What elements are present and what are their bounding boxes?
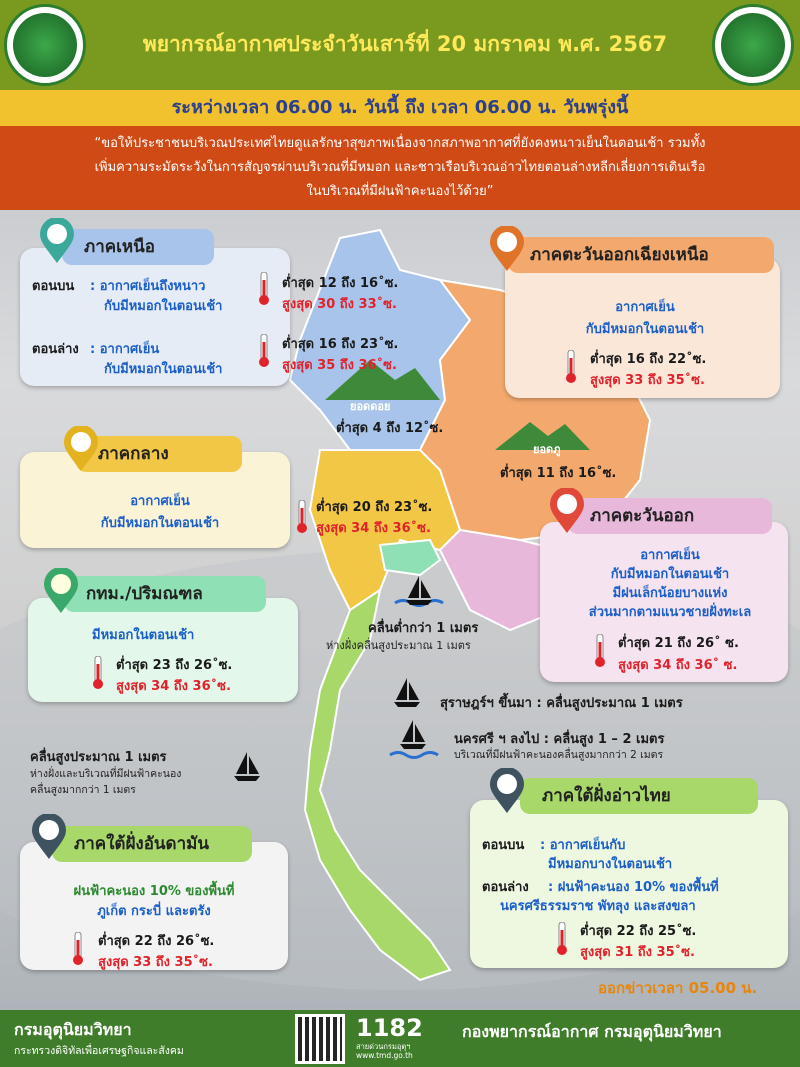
south-gulf-max: สูงสุด 31 ถึง 35˚ซ. [580, 945, 695, 960]
bangkok-max: สูงสุด 34 ถึง 36˚ซ. [116, 679, 231, 694]
footer-org: กรมอุตุนิยมวิทยา [14, 1020, 132, 1039]
qr-code-icon[interactable] [295, 1014, 345, 1064]
map-pin-icon [548, 488, 586, 534]
hotline-label: สายด่วนกรมอุตุฯ [356, 1042, 411, 1051]
south-gulf-title: ภาคใต้ฝั่งอ่าวไทย [520, 778, 758, 814]
south-andaman-max: สูงสุด 33 ถึง 35˚ซ. [98, 955, 213, 970]
hotline-website: www.tmd.go.th [356, 1051, 413, 1060]
thermometer-icon [556, 922, 568, 956]
south-gulf-upper-weather: : อากาศเย็นกับ [540, 838, 626, 853]
sailboat-icon [398, 718, 428, 752]
map-pin-icon [488, 226, 526, 272]
thermometer-icon [72, 932, 84, 966]
thermometer-icon [258, 272, 270, 306]
east-weather: อากาศเย็น [640, 548, 700, 563]
map-pin-icon [488, 768, 526, 814]
north-lower-min: ต่ำสุด 16 ถึง 23˚ซ. [282, 337, 399, 352]
south-gulf-lower-weather: : ฝนฟ้าคะนอง 10% ของพื้นที่ [548, 880, 719, 895]
wave-andaman-storm: คลื่นสูงมากกว่า 1 เมตร [30, 784, 136, 796]
map-pin-icon [38, 218, 76, 264]
east-weather: ส่วนมากตามแนวชายฝั่งทะเล [588, 605, 752, 620]
thermometer-icon [594, 634, 606, 668]
bangkok-weather: มีหมอกในตอนเช้า [92, 628, 195, 643]
northeast-peak-name: ยอดภู [533, 443, 561, 456]
south-gulf-upper-weather: มีหมอกบางในตอนเช้า [548, 857, 673, 872]
thermometer-icon [565, 350, 577, 384]
south-andaman-weather: ฝนฟ้าคะนอง 10% ของพื้นที่ [73, 884, 235, 899]
north-lower-weather: กับมีหมอกในตอนเช้า [104, 362, 223, 377]
south-andaman-min: ต่ำสุด 22 ถึง 26˚ซ. [98, 934, 215, 949]
map-pin-icon [62, 426, 100, 472]
sailboat-icon [404, 574, 434, 608]
advice-banner [0, 126, 800, 210]
map-pin-icon [30, 814, 68, 860]
north-lower-weather: : อากาศเย็น [90, 342, 160, 357]
south-gulf-provinces: นครศรีธรรมราช พัทลุง และสงขลา [500, 899, 696, 914]
northeast-weather: กับมีหมอกในตอนเช้า [585, 322, 705, 337]
north-upper-min: ต่ำสุด 12 ถึง 16˚ซ. [282, 276, 399, 291]
east-weather: มีฝนเล็กน้อยบางแห่ง [612, 586, 728, 601]
hotline-number: 1182 [356, 1014, 423, 1042]
central-min: ต่ำสุด 20 ถึง 23˚ซ. [316, 500, 433, 515]
thermometer-icon [258, 334, 270, 368]
wave-upper-gulf: คลื่นต่ำกว่า 1 เมตร [368, 621, 479, 636]
south-gulf-min: ต่ำสุด 22 ถึง 25˚ซ. [580, 924, 697, 939]
northeast-max: สูงสุด 33 ถึง 35˚ซ. [590, 373, 705, 388]
thermometer-icon [92, 656, 104, 690]
hotline-caption [356, 1042, 413, 1060]
east-max: สูงสุด 34 ถึง 36˚ ซ. [618, 658, 738, 673]
north-peak-temp: ต่ำสุด 4 ถึง 12˚ซ. [336, 421, 444, 436]
central-weather: กับมีหมอกในตอนเช้า [100, 516, 220, 531]
header-bar [0, 0, 800, 90]
wave-surat: สุราษฎร์ฯ ขึ้นมา : คลื่นสูงประมาณ 1 เมตร [440, 696, 683, 711]
advice-line: ในบริเวณที่มีฝนฟ้าคะนองไว้ด้วย” [306, 184, 494, 199]
east-min: ต่ำสุด 21 ถึง 26˚ ซ. [618, 636, 739, 651]
north-upper-label: ตอนบน [32, 279, 75, 294]
meteorological-department-logo-icon [712, 4, 794, 86]
central-title: ภาคกลาง [76, 436, 242, 472]
south-gulf-lower-label: ตอนล่าง [482, 880, 529, 895]
central-weather: อากาศเย็น [130, 494, 190, 509]
south-gulf-upper-label: ตอนบน [482, 838, 525, 853]
northeast-peak-temp: ต่ำสุด 11 ถึง 16˚ซ. [500, 466, 617, 481]
wave-nakhon: นครศรี ฯ ลงไป : คลื่นสูง 1 – 2 เมตร [454, 732, 665, 747]
department-emblem-icon [4, 4, 86, 86]
central-max: สูงสุด 34 ถึง 36˚ซ. [316, 521, 431, 536]
east-weather: กับมีหมอกในตอนเช้า [610, 567, 730, 582]
issued-time: ออกข่าวเวลา 05.00 น. [598, 979, 758, 997]
bangkok-title: กทม./ปริมณฑล [64, 576, 266, 612]
time-range-banner: ระหว่างเวลา 06.00 น. วันนี้ ถึง เวลา 06.00 น. วันพรุ่งนี้ [0, 90, 800, 126]
bangkok-min: ต่ำสุด 23 ถึง 26˚ซ. [116, 658, 233, 673]
east-title: ภาคตะวันออก [568, 498, 772, 534]
sailboat-icon [392, 676, 422, 710]
south-andaman-provinces: ภูเก็ต กระบี่ และตรัง [97, 904, 211, 919]
thermometer-icon [296, 500, 308, 534]
north-upper-max: สูงสุด 30 ถึง 33˚ซ. [282, 297, 397, 312]
northeast-title: ภาคตะวันออกเฉียงเหนือ [508, 237, 774, 273]
wave-andaman-offshore: ห่างฝั่งและบริเวณที่มีฝนฟ้าคะนอง [30, 768, 182, 780]
north-lower-max: สูงสุด 35 ถึง 36˚ซ. [282, 358, 397, 373]
advice-line: เพิ่มความระมัดระวังในการสัญจรผ่านบริเวณที่มีหมอก และชาวเรือบริเวณอ่าวไทยตอนล่างหลีกเลี่ยงการเดินเรือ [94, 160, 706, 175]
wave-andaman: คลื่นสูงประมาณ 1 เมตร [30, 750, 167, 765]
sailboat-icon [232, 750, 262, 784]
footer-division: กองพยากรณ์อากาศ กรมอุตุนิยมวิทยา [462, 1022, 722, 1041]
south-andaman-title: ภาคใต้ฝั่งอันดามัน [52, 826, 252, 862]
wave-nakhon-storm: บริเวณที่มีฝนฟ้าคะนองคลื่นสูงมากกว่า 2 เมตร [454, 749, 664, 761]
north-title: ภาคเหนือ [62, 229, 214, 265]
northeast-weather: อากาศเย็น [615, 300, 675, 315]
north-upper-weather: : อากาศเย็นถึงหนาว [90, 279, 206, 294]
advice-line: “ขอให้ประชาชนบริเวณประเทศไทยดูแลรักษาสุขภาพเนื่องจากสภาพอากาศที่ยังคงหนาวเย็นในตอนเช้า รวมทั้ง [94, 136, 706, 151]
northeast-min: ต่ำสุด 16 ถึง 22˚ซ. [590, 352, 707, 367]
north-upper-weather: กับมีหมอกในตอนเช้า [104, 299, 223, 314]
north-peak-name: ยอดดอย [350, 400, 391, 413]
map-pin-icon [42, 568, 80, 614]
footer-ministry: กระทรวงดิจิทัลเพื่อเศรษฐกิจและสังคม [14, 1045, 184, 1057]
north-lower-label: ตอนล่าง [32, 342, 79, 357]
page-title: พยากรณ์อากาศประจำวันเสาร์ที่ 20 มกราคม พ.ศ. 2567 [142, 32, 668, 56]
wave-upper-gulf-offshore: ห่างฝั่งคลื่นสูงประมาณ 1 เมตร [326, 639, 471, 652]
